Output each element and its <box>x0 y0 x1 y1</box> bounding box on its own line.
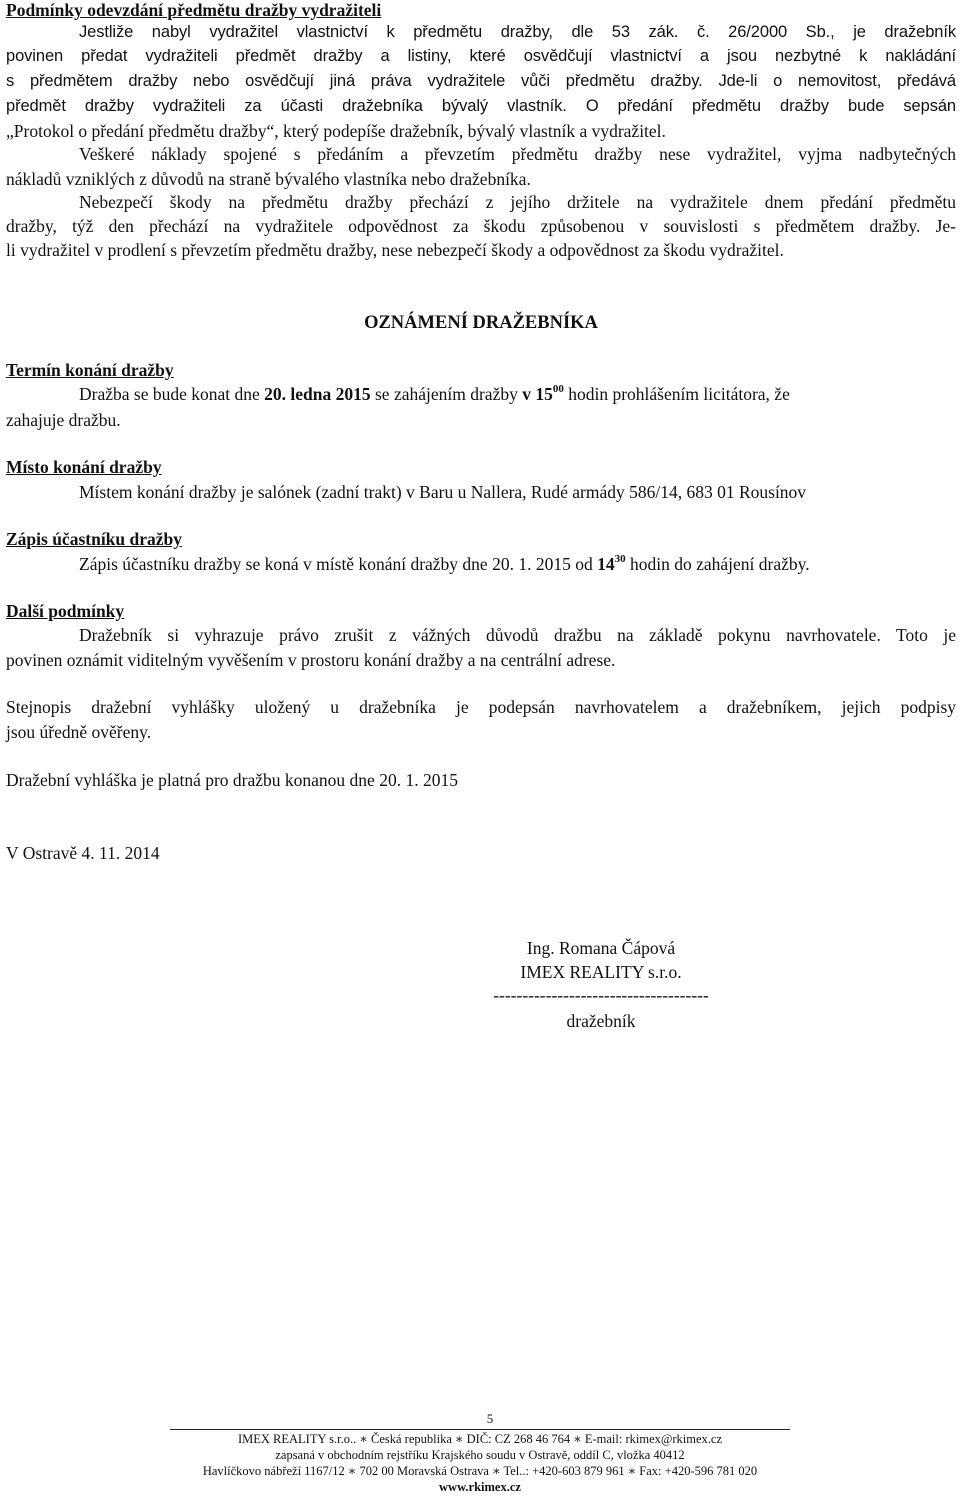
paragraph-line: Nebezpečí škody na předmětu dražby přechází z jejího držitele na vydražitele dnem předání předmětu <box>79 192 956 212</box>
paragraph-line: li vydražitel v prodlení s převzetím předmětu dražby, nese nebezpečí škody a odpovědnost za škodu vydražitel. <box>6 240 784 260</box>
announcement-title: OZNÁMENÍ DRAŽEBNÍKA <box>364 313 598 333</box>
signature-line: ------------------------------------- <box>493 985 709 1005</box>
auction-date: 20. ledna 2015 <box>264 384 371 404</box>
registration-time: 14 <box>597 554 615 574</box>
conditions-line: povinen oznámit viditelným vyvěšením v prostoru konání dražby a na centrální adrese. <box>6 650 616 670</box>
footer-website: www.rkimex.cz <box>439 1480 521 1494</box>
paragraph-line: dražby, týž den přechází na vydražitele odpovědnost za škodu způsobenou v souvislosti s předmětem dražby. Je- <box>6 216 956 236</box>
paragraph-line: nákladů vzniklých z důvodů na straně bývalého vlastníka nebo dražebníka. <box>6 169 531 189</box>
auction-time: v 15 <box>522 384 553 404</box>
page-number: 5 <box>486 1411 494 1426</box>
place-and-date: V Ostravě 4. 11. 2014 <box>6 843 160 863</box>
copy-statement-line: Stejnopis dražební vyhlášky uložený u dražebníka je podepsán navrhovatelem a dražebníkem, jejich podpisy <box>6 697 956 717</box>
registration-text: hodin do zahájení dražby. <box>625 554 810 574</box>
section-heading-conditions: Další podmínky <box>6 601 125 621</box>
paragraph-line: Veškeré náklady spojené s předáním a převzetím předmětu dražby nese vydražitel, vyjma nadbytečných <box>79 144 956 164</box>
footer-address-line: Havlíčkovo nábřeží 1167/12 ∗ 702 00 Moravská Ostrava ∗ Tel..: +420-603 879 961 ∗ Fax: +420-596 781 020 <box>202 1464 758 1478</box>
registration-text: Zápis účastníku dražby se koná v místě konání dražby dne 20. 1. 2015 od <box>79 554 598 574</box>
section-heading-registration: Zápis účastníku dražby <box>6 529 183 549</box>
section-heading-handover: Podmínky odevzdání předmětu dražby vydražiteli <box>6 0 382 20</box>
auction-time-minutes: 00 <box>552 383 564 395</box>
registration-time-minutes: 30 <box>614 553 626 565</box>
section-heading-date: Termín konání dražby <box>6 360 174 380</box>
paragraph-line: předmět dražby vydražiteli za účasti dražebníka bývalý vlastník. O předání předmětu dražby bude sepsán <box>6 97 956 115</box>
paragraph-line: povinen předat vydražiteli předmět dražby a listiny, které osvědčují vlastnictví a jsou nezbytné k nakládání <box>6 47 956 65</box>
validity-statement: Dražební vyhláška je platná pro dražbu konanou dne 20. 1. 2015 <box>6 770 458 790</box>
footer-divider <box>170 1429 790 1430</box>
date-text: se zahájením dražby <box>370 384 523 404</box>
signatory-name: Ing. Romana Čápová <box>526 938 676 958</box>
footer-contact-line: IMEX REALITY s.r.o.. ∗ Česká republika ∗ DIČ: CZ 268 46 764 ∗ E-mail: rkimex@rkimex.cz <box>237 1432 723 1446</box>
section-heading-place: Místo konání dražby <box>6 457 162 477</box>
date-text: Dražba se bude konat dne <box>79 384 265 404</box>
date-line <box>6 384 956 404</box>
date-line-cont: zahajuje dražbu. <box>6 410 121 430</box>
paragraph-line: „Protokol o předání předmětu dražby“, který podepíše dražebník, bývalý vlastník a vydražitel. <box>6 121 666 141</box>
registration-line <box>6 554 956 574</box>
conditions-line: Dražebník si vyhrazuje právo zrušit z vážných důvodů dražbu na základě pokynu navrhovatele. Toto je <box>79 625 956 645</box>
footer-registry-line: zapsaná v obchodním rejstříku Krajského soudu v Ostravě, oddíl C, vložka 40412 <box>275 1448 685 1462</box>
paragraph-line: s předmětem dražby nebo osvědčují jiná práva vydražitele vůči předmětu dražby. Jde-li o nemovitost, předává <box>6 72 956 90</box>
date-text: hodin prohlášením licitátora, že <box>563 384 790 404</box>
place-text: Místem konání dražby je salónek (zadní trakt) v Baru u Nallera, Rudé armády 586/14, 683 01 Rousínov <box>79 482 807 502</box>
copy-statement-line: jsou úředně ověřeny. <box>6 722 152 742</box>
signatory-role: dražebník <box>566 1011 636 1031</box>
paragraph-line: Jestliže nabyl vydražitel vlastnictví k předmětu dražby, dle 53 zák. č. 26/2000 Sb., je dražebník <box>79 23 956 41</box>
signatory-company: IMEX REALITY s.r.o. <box>520 962 682 982</box>
